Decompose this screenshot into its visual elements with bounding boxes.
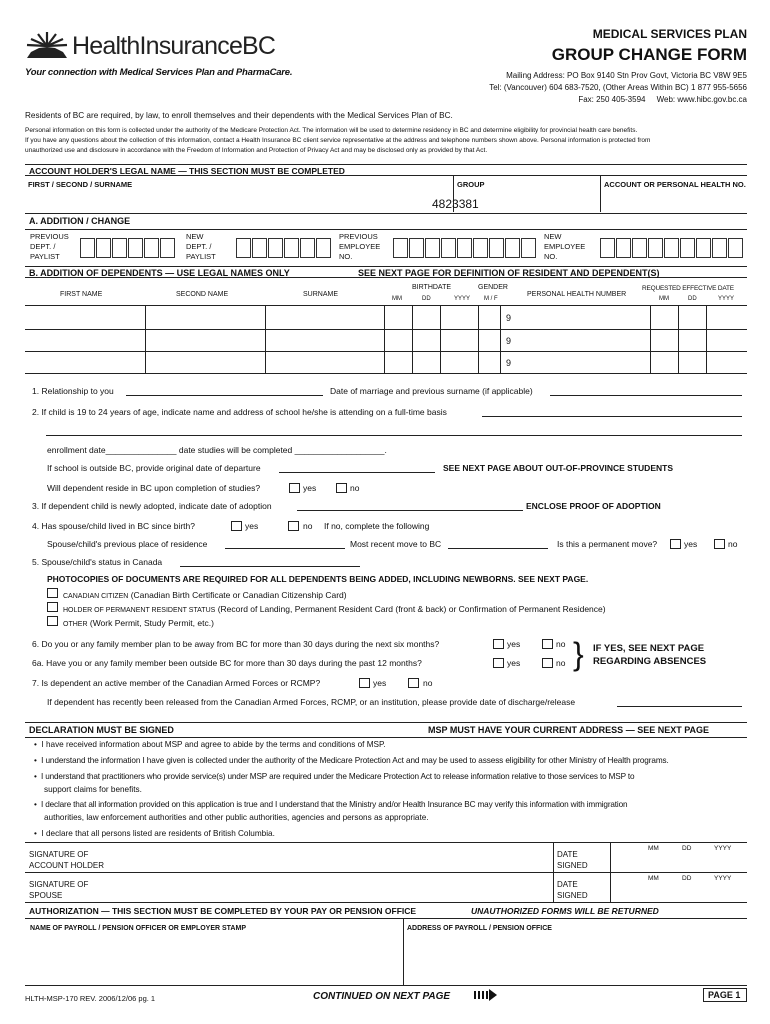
col-req-mm: MM — [659, 296, 669, 302]
account-phn-field[interactable] — [602, 192, 746, 212]
date-signed-label: DATE SIGNED — [557, 850, 588, 870]
declaration-bullet: • I understand that practitioners who provide service(s) under MSP are required under the Medicare Protection Act to release information relative to those services to MSP to — [34, 772, 635, 781]
table-row[interactable] — [25, 306, 747, 329]
permanent-yes-label: yes — [684, 539, 698, 549]
q4-no-checkbox[interactable] — [288, 521, 299, 531]
reside-yes-label: yes — [303, 483, 317, 493]
other-status-label: OTHER (Work Permit, Study Permit, etc.) — [63, 618, 214, 628]
declaration-bullet-cont: support claims for benefits. — [44, 785, 142, 794]
unauthorized-notice: UNAUTHORIZED FORMS WILL BE RETURNED — [471, 906, 659, 916]
photocopies-notice: PHOTOCOPIES OF DOCUMENTS ARE REQUIRED FOR ALL DEPENDENTS BEING ADDED, INCLUDING NEWBORNS. SEE NEXT PAGE. — [47, 574, 589, 584]
sig1-dd: DD — [682, 845, 692, 852]
office-address-field[interactable] — [405, 935, 745, 985]
q6-yes-label: yes — [507, 639, 521, 649]
q2-school: 2. If child is 19 to 24 years of age, indicate name and address of school he/she is attending on a full-time basis — [32, 407, 447, 417]
q4-no-label: no — [303, 521, 313, 531]
q4-yes-checkbox[interactable] — [231, 521, 242, 531]
mailing-address: Mailing Address: PO Box 9140 Stn Prov Govt, Victoria BC V8W 9E5 — [506, 71, 747, 80]
account-header: ACCOUNT HOLDER'S LEGAL NAME — THIS SECTION MUST BE COMPLETED — [29, 166, 345, 176]
arrow-right-icon — [474, 988, 498, 1002]
q7-no-checkbox[interactable] — [408, 678, 419, 688]
phn-prefix: 9 — [506, 358, 512, 368]
table-row[interactable] — [25, 330, 747, 351]
officer-label: NAME OF PAYROLL / PENSION OFFICER OR EMPLOYER STAMP — [30, 925, 246, 932]
adoption-field[interactable] — [297, 510, 523, 511]
citizen-checkbox[interactable] — [47, 588, 58, 598]
recent-move-field[interactable] — [448, 548, 548, 549]
q7-yes-label: yes — [373, 678, 387, 688]
logo-sunburst-icon — [25, 30, 69, 60]
new-dept-field[interactable] — [236, 238, 331, 258]
col-req-yyyy: YYYY — [718, 296, 735, 302]
sig2-dd: DD — [682, 875, 692, 882]
residents-notice: Residents of BC are required, by law, to enroll themselves and their dependents with the Medical Services Plan of BC. — [25, 111, 453, 120]
col-requested: REQUESTED EFFECTIVE DATE — [642, 285, 734, 292]
prev-employee-field[interactable] — [393, 238, 536, 258]
new-employee-field[interactable] — [600, 238, 743, 258]
section-b-header: B. ADDITION OF DEPENDENTS — USE LEGAL NAMES ONLY — [29, 268, 290, 278]
q7-no-label: no — [423, 678, 433, 688]
discharge-label: If dependent has recently been released from the Canadian Armed Forces, RCMP, or an institution, please provide date of discharge/release — [47, 697, 576, 707]
declaration-bullet: • I understand the information I have given is collected under the authority of the Medicare Protection Act and may be used to assess eligibility for other Ministry of Health programs. — [34, 756, 669, 765]
declaration-header-bar — [25, 722, 747, 734]
other-status-checkbox[interactable] — [47, 616, 58, 626]
col-first-name: FIRST NAME — [60, 291, 103, 298]
q6-yes-checkbox[interactable] — [493, 639, 504, 649]
msp-address-notice: MSP MUST HAVE YOUR CURRENT ADDRESS — SEE NEXT PAGE — [428, 725, 710, 735]
office-address-label: ADDRESS OF PAYROLL / PENSION OFFICE — [407, 925, 552, 932]
q4-lived-bc: 4. Has spouse/child lived in BC since birth? — [32, 521, 195, 531]
account-holder-signature[interactable] — [125, 843, 553, 872]
see-next-definition: SEE NEXT PAGE FOR DEFINITION OF RESIDENT AND DEPENDENT(S) — [358, 268, 660, 278]
col-mf: M / F — [484, 296, 498, 302]
name-label: FIRST / SECOND / SURNAME — [28, 180, 133, 189]
reside-no-checkbox[interactable] — [336, 483, 347, 493]
q7-forces: 7. Is dependent an active member of the Canadian Armed Forces or RCMP? — [32, 678, 321, 688]
sig2-yyyy: YYYY — [714, 875, 732, 882]
departure-field[interactable] — [279, 472, 435, 473]
q5-status: 5. Spouse/child's status in Canada — [32, 557, 163, 567]
spouse-date[interactable] — [611, 884, 746, 902]
status-field[interactable] — [180, 566, 360, 567]
group-label: GROUP — [457, 180, 485, 189]
page-number-box — [703, 988, 747, 1002]
sig1-yyyy: YYYY — [714, 845, 732, 852]
outside-bc-label: If school is outside BC, provide original date of departure — [47, 463, 261, 473]
col-gender: GENDER — [478, 284, 508, 291]
see-oop-students: SEE NEXT PAGE ABOUT OUT-OF-PROVINCE STUDENTS — [443, 463, 673, 473]
new-employee-label: NEW EMPLOYEE NO. — [544, 232, 586, 261]
col-req-dd: DD — [688, 296, 697, 302]
new-dept-label: NEW DEPT. / PAYLIST — [186, 232, 216, 261]
account-header-bar — [25, 164, 747, 176]
phn-label: ACCOUNT OR PERSONAL HEALTH NO. — [604, 180, 746, 189]
q4-complete: If no, complete the following — [324, 521, 430, 531]
fax-web: Fax: 250 405-3594 Web: www.hibc.gov.bc.ca — [578, 95, 747, 104]
brace-icon: } — [573, 636, 584, 672]
authorization-header: AUTHORIZATION — THIS SECTION MUST BE COMPLETED BY YOUR PAY OR PENSION OFFICE — [29, 906, 417, 916]
will-reside-label: Will dependent reside in BC upon completion of studies? — [47, 483, 261, 493]
declaration-bullet: • I declare that all persons listed are residents of British Columbia. — [34, 829, 275, 838]
form-id: HLTH-MSP-170 REV. 2006/12/06 pg. 1 — [25, 994, 156, 1003]
plan-title: MEDICAL SERVICES PLAN — [592, 27, 747, 41]
prev-residence-label: Spouse/child's previous place of residence — [47, 539, 208, 549]
q4-yes-label: yes — [245, 521, 259, 531]
q6a-yes-checkbox[interactable] — [493, 658, 504, 668]
pr-label: HOLDER OF PERMANENT RESIDENT STATUS (Record of Landing, Permanent Resident Card (front & back) or Confirmation of Permanent Residence) — [63, 604, 606, 614]
col-birthdate: BIRTHDATE — [412, 284, 452, 291]
permanent-yes-checkbox[interactable] — [670, 539, 681, 549]
q6a-outside: 6a. Have you or any family member been outside BC for more than 30 days during the past 12 months? — [32, 658, 422, 668]
col-phn: PERSONAL HEALTH NUMBER — [527, 291, 627, 298]
declaration-bullet-cont: authorities, law enforcement authorities and other public authorities, agencies and persons as appropriate. — [44, 813, 429, 822]
prev-dept-field[interactable] — [80, 238, 175, 258]
col-mm: MM — [392, 296, 402, 302]
recent-move-label: Most recent move to BC — [350, 539, 442, 549]
permanent-no-label: no — [728, 539, 738, 549]
phn-prefix: 9 — [506, 336, 512, 346]
q6-no-checkbox[interactable] — [542, 639, 553, 649]
q6a-no-label: no — [556, 658, 566, 668]
group-value[interactable]: 4823381 — [432, 197, 479, 211]
section-b-header-bar — [25, 266, 747, 278]
enclose-proof: ENCLOSE PROOF OF ADOPTION — [526, 501, 661, 511]
privacy-line-1: Personal information on this form is collected under the authority of the Medicare Protection Act. The information will be used to determine residency in BC and determine eligibility for provincial health care benefits. — [25, 127, 638, 134]
q6a-yes-label: yes — [507, 658, 521, 668]
marriage-field[interactable] — [550, 395, 742, 396]
school-field[interactable] — [482, 416, 742, 417]
tagline: Your connection with Medical Services Plan and PharmaCare. — [25, 67, 293, 78]
section-a-header: A. ADDITION / CHANGE — [29, 216, 131, 226]
continued-next-page: CONTINUED ON NEXT PAGE — [313, 991, 451, 1002]
privacy-line-3: unauthorized use and disclosure in accordance with the Freedom of Information and Protection of Privacy Act and may be disclosed only as provided by that Act. — [25, 147, 488, 154]
relationship-field[interactable] — [126, 395, 323, 396]
q1-marriage: Date of marriage and previous surname (if applicable) — [330, 386, 533, 396]
col-dd: DD — [422, 296, 431, 302]
phn-prefix: 9 — [506, 313, 512, 323]
logo-text: HealthInsuranceBC — [72, 32, 276, 60]
sig-holder-label: SIGNATURE OF ACCOUNT HOLDER — [29, 850, 104, 870]
col-yyyy: YYYY — [454, 296, 471, 302]
q6a-no-checkbox[interactable] — [542, 658, 553, 668]
q7-yes-checkbox[interactable] — [359, 678, 370, 688]
discharge-field[interactable] — [617, 706, 742, 707]
absences-line-2: REGARDING ABSENCES — [593, 656, 707, 667]
prev-employee-label: PREVIOUS EMPLOYEE NO. — [339, 232, 381, 261]
permanent-label: Is this a permanent move? — [557, 539, 658, 549]
citizen-label: CANADIAN CITIZEN (Canadian Birth Certificate or Canadian Citizenship Card) — [63, 590, 347, 600]
account-name-field[interactable] — [27, 192, 452, 212]
permanent-no-checkbox[interactable] — [714, 539, 725, 549]
reside-no-label: no — [350, 483, 360, 493]
reside-yes-checkbox[interactable] — [289, 483, 300, 493]
sig1-mm: MM — [648, 845, 659, 852]
declaration-header: DECLARATION MUST BE SIGNED — [29, 725, 174, 735]
q3-adoption: 3. If dependent child is newly adopted, indicate date of adoption — [32, 501, 272, 511]
page-number: PAGE 1 — [708, 990, 741, 1000]
school-field-2[interactable] — [46, 435, 742, 436]
table-row[interactable] — [25, 352, 747, 373]
absences-line-1: IF YES, SEE NEXT PAGE — [593, 643, 705, 654]
prev-dept-label: PREVIOUS DEPT. / PAYLIST — [30, 232, 69, 261]
q6-away: 6. Do you or any family member plan to be away from BC for more than 30 days during the next six months? — [32, 639, 440, 649]
officer-stamp-field[interactable] — [27, 935, 401, 985]
declaration-bullet: • I declare that all information provided on this application is true and I understand that the Ministry and/or Health Insurance BC may verify this information with immigration — [34, 800, 628, 809]
sig-spouse-label: SIGNATURE OF SPOUSE — [29, 880, 89, 900]
q1-relationship: 1. Relationship to you — [32, 386, 114, 396]
prev-residence-field[interactable] — [225, 548, 345, 549]
date-signed-label: DATE SIGNED — [557, 880, 588, 900]
telephone: Tel: (Vancouver) 604 683-7520, (Other Areas Within BC) 1 877 955-5656 — [489, 83, 747, 92]
form-title: GROUP CHANGE FORM — [551, 45, 747, 64]
col-second-name: SECOND NAME — [176, 291, 229, 298]
pr-checkbox[interactable] — [47, 602, 58, 612]
col-surname: SURNAME — [303, 291, 339, 298]
privacy-line-2: If you have any questions about the collection of this information, contact a Health Insurance BC client service representative at the address and telephone numbers shown above. Personal information is protected from — [25, 137, 651, 144]
sig2-mm: MM — [648, 875, 659, 882]
enrollment-line[interactable]: enrollment date_______________ date studies will be completed ___________________. — [47, 445, 387, 455]
spouse-signature[interactable] — [125, 873, 553, 902]
authorization-header-bar — [25, 902, 747, 919]
q6-no-label: no — [556, 639, 566, 649]
section-a-header-bar — [25, 213, 747, 225]
account-holder-date[interactable] — [611, 854, 746, 872]
declaration-bullet: • I have received information about MSP and agree to abide by the terms and conditions of MSP. — [34, 740, 386, 749]
